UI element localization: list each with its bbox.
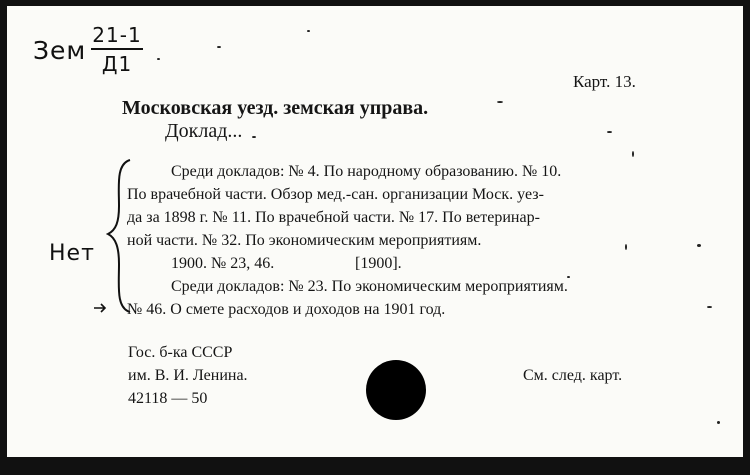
- card-code: 42118 — 50: [128, 390, 208, 407]
- handwritten-fraction-bottom: Д1: [101, 52, 133, 76]
- body-line-5-bracket: [1900].: [355, 255, 402, 272]
- arrow-mark-icon: [93, 303, 109, 313]
- catalog-card: [7, 6, 743, 457]
- body-line-5: 1900. № 23, 46.: [171, 255, 275, 272]
- body-line-3: да за 1898 г. № 11. По врачебной части. № 17. По ветеринар-: [127, 209, 540, 226]
- body-line-2: По врачебной части. Обзор мед.-сан. организации Моск. уез-: [127, 186, 544, 203]
- body-line-1: Среди докладов: № 4. По народному образованию. № 10.: [171, 163, 562, 180]
- card-number: Карт. 13.: [573, 72, 636, 91]
- scan-speck: [217, 46, 221, 48]
- scan-speck: [607, 131, 612, 133]
- handwritten-zem-label: Зем: [33, 36, 87, 65]
- scan-speck: [497, 101, 503, 103]
- scan-speck: [307, 30, 310, 32]
- scan-speck: [632, 151, 634, 157]
- scan-speck: [252, 136, 256, 138]
- scan-speck: [625, 244, 627, 250]
- body-line-4: ной части. № 32. По экономическим мероприятиям.: [127, 232, 482, 249]
- library-name-line-1: Гос. б-ка СССР: [128, 344, 233, 361]
- institution-title: Московская уезд. земская управа.: [122, 97, 429, 119]
- library-name-line-2: им. В. И. Ленина.: [128, 367, 248, 384]
- document-type: Доклад...: [165, 120, 243, 142]
- scan-speck: [697, 244, 701, 247]
- body-line-6: Среди докладов: № 23. По экономическим мероприятиям.: [171, 278, 568, 295]
- handwritten-fraction-top: 21-1: [92, 23, 142, 47]
- body-line-7: № 46. О смете расходов и доходов на 1901 год.: [127, 301, 446, 318]
- scan-speck: [707, 306, 712, 308]
- handwritten-fraction: [89, 23, 145, 76]
- handwritten-margin-note: Нет: [49, 241, 95, 266]
- punch-hole: [366, 360, 426, 420]
- fraction-line: [91, 48, 143, 50]
- see-next-card: См. след. карт.: [523, 367, 623, 384]
- scan-speck: [567, 276, 570, 278]
- scan-speck: [157, 58, 160, 60]
- scan-speck: [717, 421, 720, 424]
